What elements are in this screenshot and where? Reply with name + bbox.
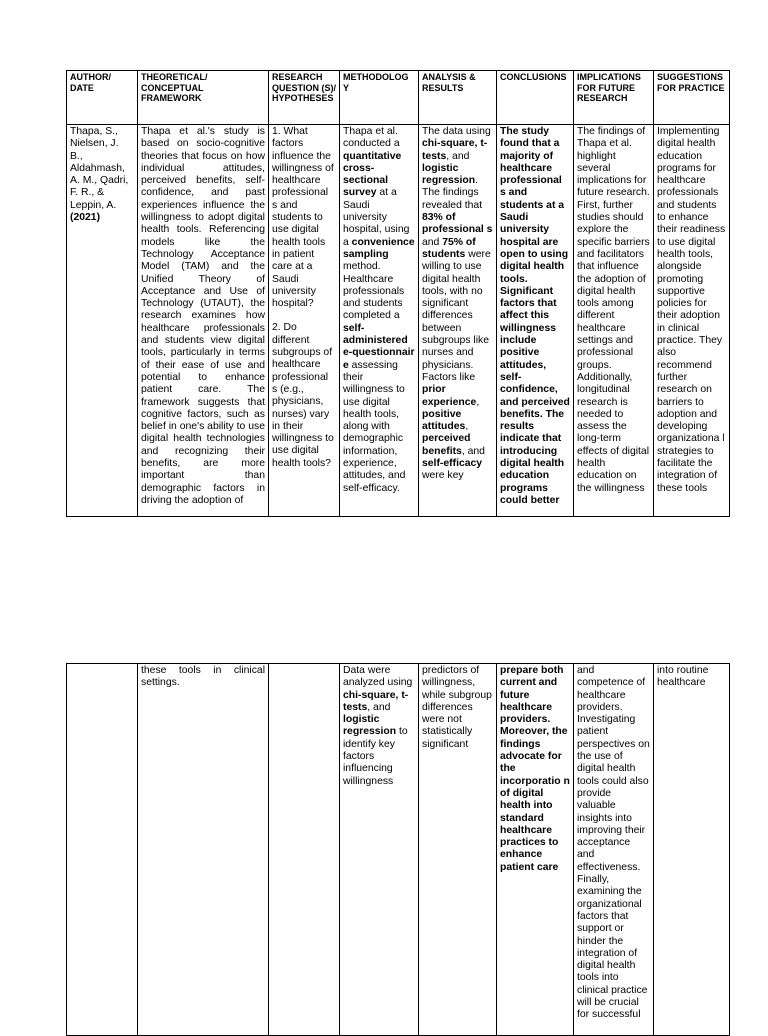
analysis-text: . The findings revealed that [422, 175, 483, 211]
table-row [67, 125, 730, 517]
analysis-bold: logistic regression [422, 162, 476, 187]
analysis-bold: 83% of professional s [422, 212, 493, 236]
header-methodology: METHODOLOG Y [340, 71, 419, 125]
implications-cell: The findings of Thapa et al. highlight several implications for future research. First, further studies should explore the specific barriers and facilitators that influence the adoption of digital health tools among different healthcare settings and professional groups. Additionally, longitudinal research is needed to assess the long-term effects of digital health education on the willingness [574, 125, 654, 517]
analysis-text: and [422, 236, 443, 248]
analysis-cell: predictors of willingness, while subgroup differences were not statistically significant [419, 664, 497, 1036]
table-header-row [67, 71, 730, 125]
suggestions-cell: Implementing digital health education programs for healthcare professionals and students to enhance their readiness to use digital health tools, alongside promoting supportive policies for their adoption in clinical practice. They also recommend further research on barriers to adoption and developing organizationa l strategies to facilitate the integration of these tools [654, 125, 730, 517]
literature-table-page-2 [66, 663, 730, 1036]
methodology-cell [340, 125, 419, 517]
conclusions-text: The study found that a majority of healthcare professional s and students at a Saudi university hospital are open to using digital health tools. Significant factors that affect this willingness include positive attitudes, self-confidence, and perceived benefits. The results indicate that introducing digital health education programs could better [500, 126, 570, 506]
header-suggestions: SUGGESTIONS FOR PRACTICE [654, 71, 730, 125]
analysis-text: The data using [422, 126, 491, 137]
framework-cell: Thapa et al.'s study is based on socio-cognitive theories that focus on how individual attitudes, perceived benefits, self-confidence, and past experiences influence the willingness to adopt digital health tools. Referencing models like the Technology Acceptance Model (TAM) and the Unified Theory of Acceptance and Use of Technology (UTAUT), the research examines how healthcare professionals and students view digital tools, particularly in terms of their ease of use and potential to enhance patient care. The framework suggests that cognitive factors, such as belief in one's ability to use digital health technologies and recognizing their benefits, are more important than demographic factors in driving the adoption of [138, 125, 269, 517]
methodology-text: method. Healthcare professionals and students completed a [343, 261, 405, 322]
framework-cell: these tools in clinical settings. [138, 664, 269, 1036]
header-conclusions: CONCLUSIONS [497, 71, 574, 125]
header-implications: IMPLICATIONS FOR FUTURE RESEARCH [574, 71, 654, 125]
analysis-bold: chi-square, t-tests [422, 138, 488, 162]
author-year: (2021) [70, 212, 101, 224]
methodology-bold: chi-square, t-tests [343, 689, 409, 713]
analysis-text: , and [461, 445, 485, 457]
analysis-text: were willing to use digital health tools, with no significant differences between subgroups like nurses and physicians. Factors like [422, 248, 491, 383]
research-question-1: 1. What factors influence the willingness of healthcare professional s and students to use digital health tools in patient care at a Saudi university hospital? [272, 126, 334, 310]
methodology-text: Thapa et al. conducted a [343, 126, 400, 150]
methodology-text: , and [367, 701, 391, 713]
analysis-bold: perceived benefits [422, 433, 471, 457]
implications-cell: and competence of healthcare providers. Investigating patient perspectives on the use of digital health tools could also provide valuable insights into improving their acceptance and effectiveness. Finally, examining the organizational factors that support or hinder the integration of digital health tools into clinical practice will be crucial for successful [574, 664, 654, 1036]
literature-table-page-1 [66, 70, 730, 517]
analysis-bold: prior experience [422, 384, 477, 408]
analysis-text: , and [446, 150, 470, 162]
research-question-cell [269, 664, 340, 1036]
analysis-bold: self-efficacy [422, 458, 483, 470]
methodology-text: assessing their willingness to use digital health tools, along with demographic information, experience, attitudes, and self-efficacy. [343, 359, 406, 494]
header-author: AUTHOR/ DATE [67, 71, 138, 125]
methodology-bold: self-administered e-questionnair e [343, 322, 415, 371]
analysis-cell [419, 125, 497, 517]
header-research-question: RESEARCH QUESTION (S)/ HYPOTHESES [269, 71, 340, 125]
research-question-2: 2. Do different subgroups of healthcare professional s (e.g., physicians, nurses) vary in their willingness to use digital health tools? [272, 322, 334, 469]
header-framework: THEORETICAL/ CONCEPTUAL FRAMEWORK [138, 71, 269, 125]
methodology-bold: quantitative cross-sectional survey [343, 150, 402, 199]
conclusions-text: prepare both current and future healthcare providers. Moreover, the findings advocate for the incorporatio n of digital health into standard healthcare practices to enhance patient care [500, 665, 570, 873]
analysis-text: , [476, 396, 480, 408]
conclusions-cell [497, 664, 574, 1036]
author-cell [67, 664, 138, 1036]
analysis-bold: positive attitudes [422, 408, 466, 433]
research-question-cell [269, 125, 340, 517]
analysis-bold: 75% of students [422, 236, 476, 260]
methodology-text: at a Saudi university hospital, using a [343, 187, 410, 248]
author-cell [67, 125, 138, 517]
suggestions-cell: into routine healthcare [654, 664, 730, 1036]
conclusions-cell [497, 125, 574, 517]
header-analysis: ANALYSIS & RESULTS [419, 71, 497, 125]
analysis-text: , [465, 421, 469, 433]
methodology-bold: logistic regression [343, 714, 397, 738]
author-names: Thapa, S., Nielsen, J. B., Aldahmash, A. M., Qadri, F. R., & Leppin, A. [70, 126, 129, 211]
table-row [67, 664, 730, 1036]
methodology-text: Data were analyzed using [343, 665, 413, 689]
methodology-text: to identify key factors influencing willingness [343, 726, 408, 787]
methodology-cell [340, 664, 419, 1036]
analysis-text: were key [422, 470, 464, 482]
methodology-bold: convenience sampling [343, 236, 415, 260]
